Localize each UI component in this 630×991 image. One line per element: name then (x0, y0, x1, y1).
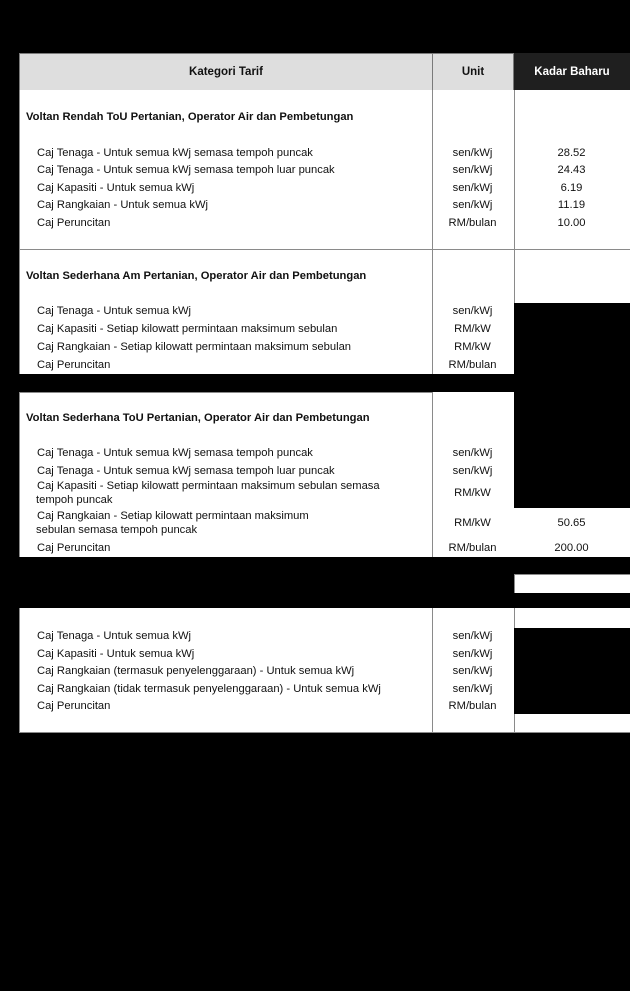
row-unit: RM/kW (454, 323, 491, 335)
divider (19, 732, 630, 733)
row-label: Caj Tenaga - Untuk semua kWj semasa tempoh puncak (37, 147, 313, 159)
row-label: tempoh puncak (36, 494, 113, 506)
divider (19, 392, 433, 393)
section-title: Voltan Sederhana Am Pertanian, Operator Air dan Pembetungan (26, 270, 367, 282)
divider (19, 392, 20, 557)
row-unit: RM/bulan (448, 542, 497, 554)
row-unit: RM/kW (454, 487, 491, 499)
header-kategori-tarif: Kategori Tarif (19, 53, 433, 91)
row-value: 200.00 (554, 542, 589, 554)
row-unit: sen/kWj (452, 199, 493, 211)
row-unit: sen/kWj (452, 683, 493, 695)
row-unit: RM/kW (454, 517, 491, 529)
header-unit: Unit (432, 53, 514, 91)
row-label: Caj Tenaga - Untuk semua kWj semasa tempoh luar puncak (37, 164, 335, 176)
divider (514, 714, 515, 733)
row-unit: RM/kW (454, 341, 491, 353)
row-label: Caj Kapasiti - Setiap kilowatt permintaan maksimum sebulan (37, 323, 338, 335)
section-title: Voltan Sederhana ToU Pertanian, Operator Air dan Pembetungan (26, 412, 370, 424)
row-label: Caj Peruncitan (37, 542, 111, 554)
row-label: Caj Tenaga - Untuk semua kWj (37, 630, 191, 642)
row-unit: sen/kWj (452, 182, 493, 194)
divider (19, 90, 20, 250)
row-label: Caj Rangkaian (termasuk penyelenggaraan) - Untuk semua kWj (37, 665, 355, 677)
row-unit: sen/kWj (452, 164, 493, 176)
row-value: 24.43 (557, 164, 586, 176)
row-label: Caj Kapasiti - Untuk semua kWj (37, 648, 195, 660)
row-value: 10.00 (557, 217, 586, 229)
row-label: Caj Peruncitan (37, 359, 111, 371)
row-unit: sen/kWj (452, 465, 493, 477)
divider (19, 250, 20, 374)
row-label: Caj Peruncitan (37, 700, 111, 712)
row-value: 50.65 (557, 517, 586, 529)
section-4-rate-bottom (514, 714, 630, 733)
row-label: Caj Rangkaian - Untuk semua kWj (37, 199, 208, 211)
section-2-rate-block (514, 250, 630, 303)
row-label: Caj Tenaga - Untuk semua kWj (37, 305, 191, 317)
row-label: Caj Kapasiti - Setiap kilowatt permintaan maksimum sebulan semasa (37, 480, 380, 492)
row-unit: sen/kWj (452, 648, 493, 660)
row-unit: RM/bulan (448, 700, 497, 712)
row-value: 11.19 (557, 199, 586, 211)
section-4-rate-top (514, 608, 630, 628)
row-unit: RM/bulan (448, 359, 497, 371)
row-unit: sen/kWj (452, 665, 493, 677)
section-title: Voltan Rendah ToU Pertanian, Operator Air dan Pembetungan (26, 111, 354, 123)
row-unit: sen/kWj (452, 630, 493, 642)
row-label: Caj Tenaga - Untuk semua kWj semasa tempoh luar puncak (37, 465, 335, 477)
header-kadar-baharu: Kadar Baharu (514, 53, 630, 91)
row-label: Caj Rangkaian - Setiap kilowatt permintaan maksimum (37, 510, 309, 522)
divider (19, 608, 20, 733)
row-label: Caj Peruncitan (37, 217, 111, 229)
row-unit: sen/kWj (452, 305, 493, 317)
row-unit: sen/kWj (452, 447, 493, 459)
divider (514, 250, 515, 303)
row-label: Caj Tenaga - Untuk semua kWj semasa tempoh puncak (37, 447, 313, 459)
rate-block (514, 574, 630, 593)
row-label: Caj Rangkaian - Setiap kilowatt permintaan maksimum sebulan (37, 341, 352, 353)
divider (514, 608, 515, 628)
row-label: Caj Rangkaian (tidak termasuk penyelenggaraan) - Untuk semua kWj (37, 683, 381, 695)
row-unit: sen/kWj (452, 147, 493, 159)
row-unit: RM/bulan (448, 217, 497, 229)
row-value: 6.19 (560, 182, 583, 194)
row-label: sebulan semasa tempoh puncak (36, 524, 198, 536)
row-value: 28.52 (557, 147, 586, 159)
row-label: Caj Kapasiti - Untuk semua kWj (37, 182, 195, 194)
